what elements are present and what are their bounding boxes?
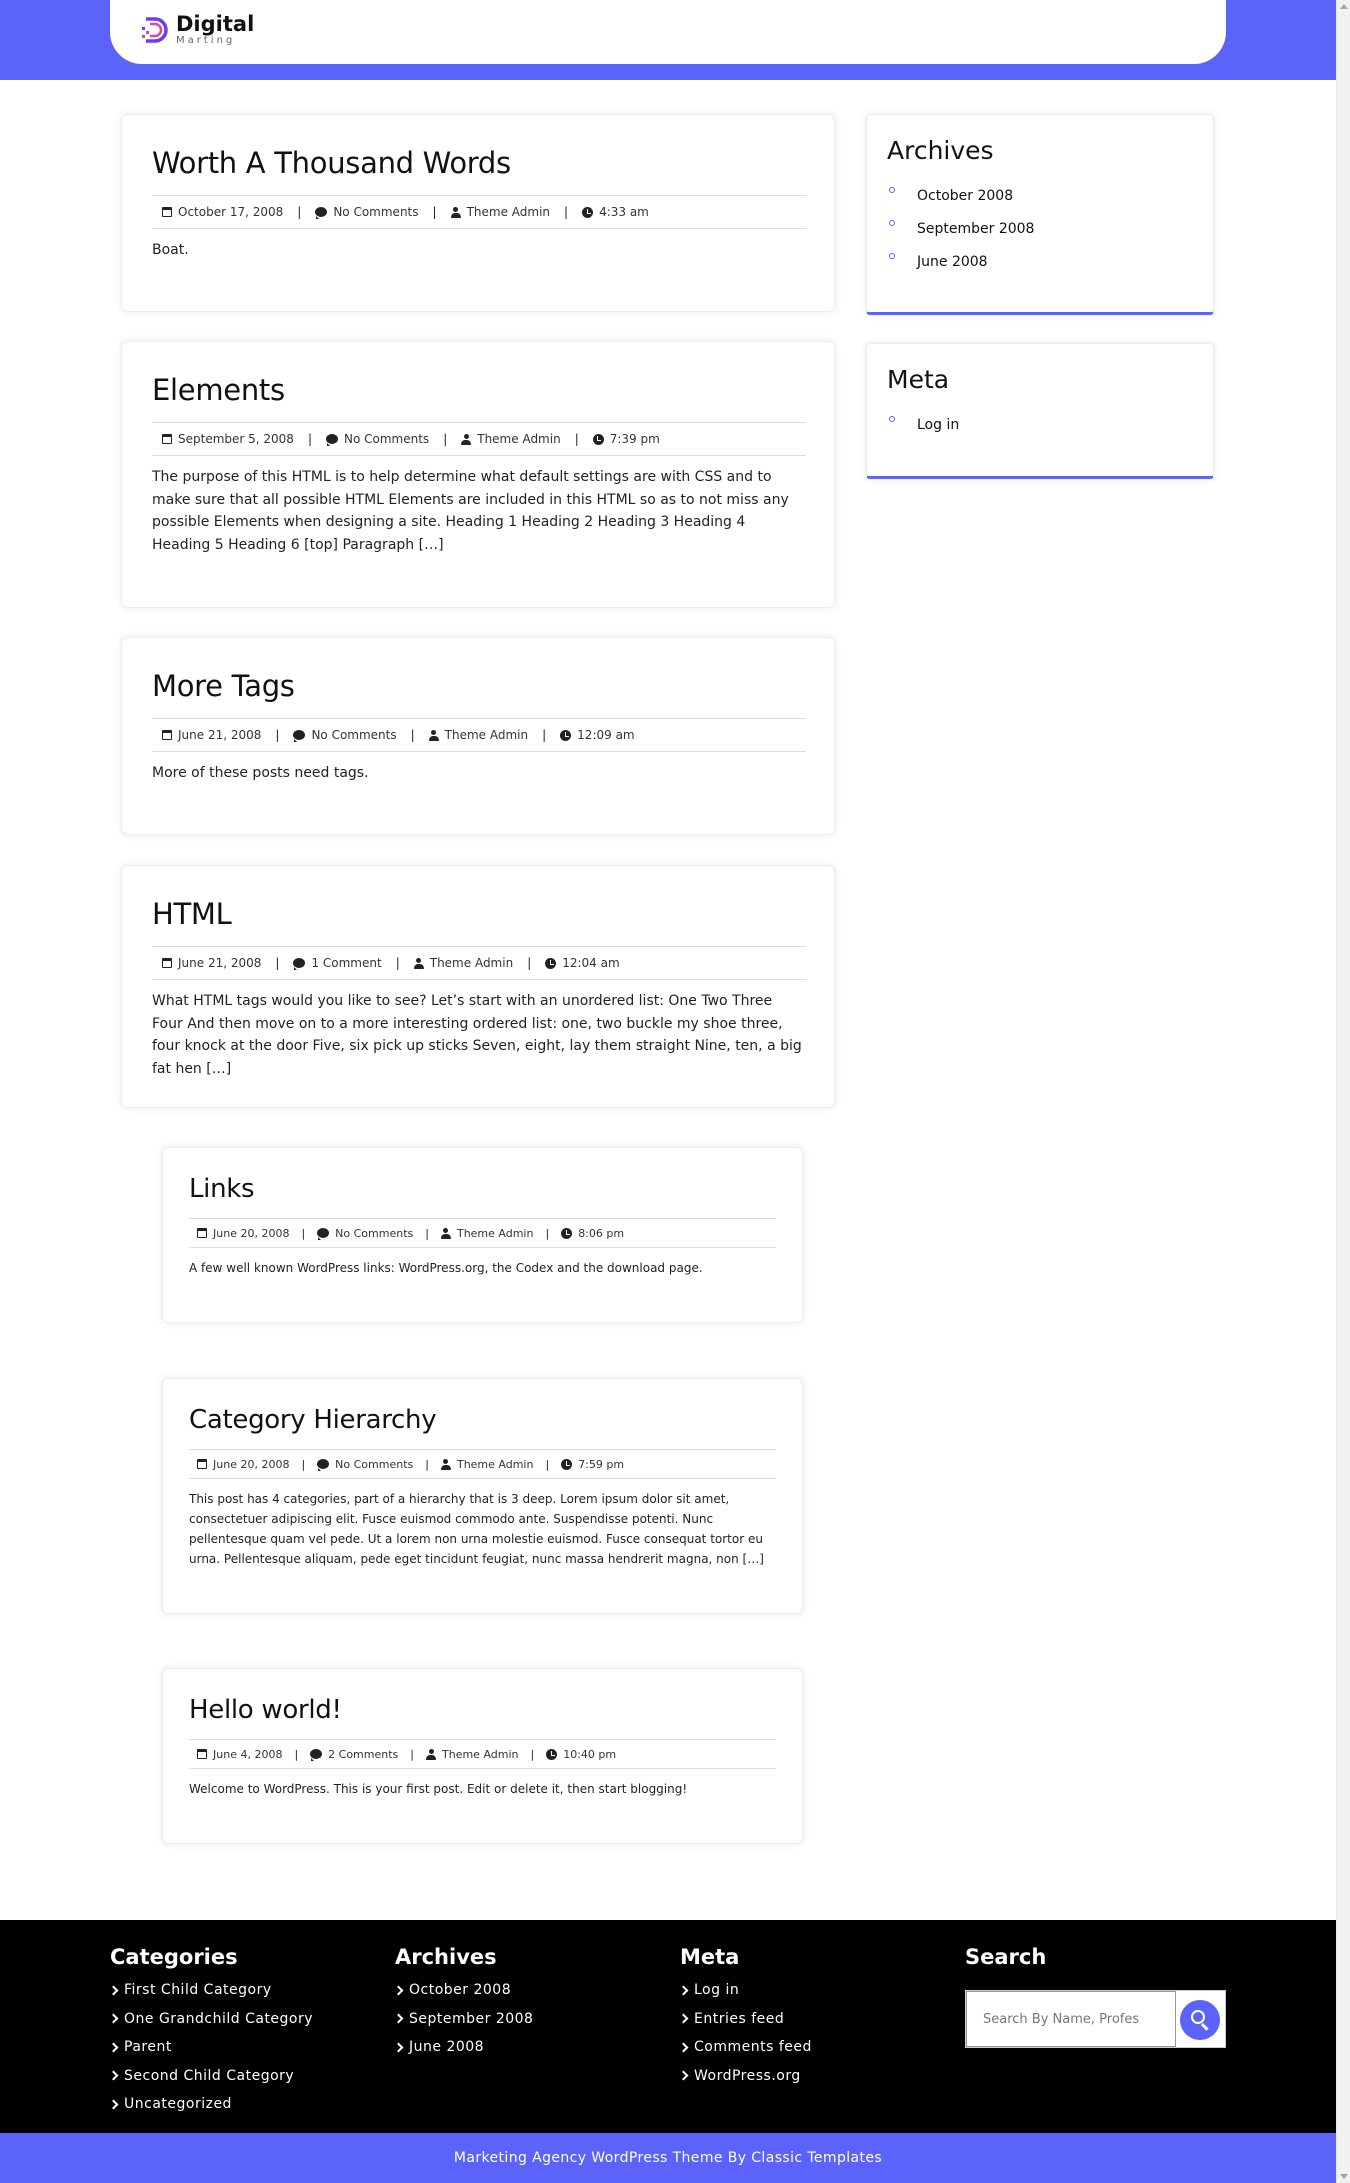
category-link[interactable]: Second Child Category [110, 2062, 313, 2091]
post-author[interactable]: Theme Admin [456, 1226, 534, 1240]
post-card [121, 114, 835, 312]
chevron-right-icon [109, 2014, 119, 2024]
post-author[interactable]: Theme Admin [477, 432, 561, 446]
post-time: 4:33 am [599, 205, 649, 219]
post-time: 10:40 pm [563, 1747, 617, 1761]
post-meta: June 20, 2008 | No Comments | Theme Admin | 8:06 pm [189, 1218, 776, 1248]
post-author[interactable]: Theme Admin [444, 728, 529, 742]
chevron-right-icon [109, 2099, 119, 2109]
post-author[interactable]: Theme Admin [466, 205, 551, 219]
post-date[interactable]: October 17, 2008 [178, 205, 284, 219]
post-title[interactable]: Elements [152, 373, 285, 407]
post-card [121, 637, 835, 835]
post-excerpt: More of these posts need tags. [152, 765, 369, 781]
widget-title: Archives [887, 136, 994, 165]
chevron-right-icon [679, 2014, 689, 2024]
widget-title: Meta [887, 365, 950, 394]
copyright-bar [0, 2133, 1336, 2183]
user-icon [414, 958, 424, 969]
clock-icon [546, 1749, 557, 1760]
meta-link[interactable]: WordPress.org [680, 2062, 812, 2091]
logo-title: Digital [176, 12, 255, 36]
post-time: 12:04 am [562, 956, 620, 970]
post-date[interactable]: June 20, 2008 [213, 1457, 290, 1471]
chevron-right-icon [679, 2042, 689, 2052]
post-date[interactable]: June 4, 2008 [213, 1747, 283, 1761]
archive-link[interactable]: October 2008 [887, 185, 1213, 218]
copyright-text[interactable]: Marketing Agency WordPress Theme By Classic Templates [453, 2150, 883, 2166]
user-icon [451, 207, 461, 218]
clock-icon [582, 207, 593, 218]
post-time: 7:39 pm [609, 432, 660, 446]
page-scrollbar[interactable] [1336, 0, 1350, 2183]
bullet-icon [889, 416, 895, 422]
scroll-down-icon[interactable] [1340, 2174, 1348, 2179]
category-link[interactable]: Parent [110, 2033, 313, 2062]
calendar-icon [162, 207, 172, 217]
footer-categories [110, 1942, 313, 2119]
archives-list [887, 185, 1213, 284]
post-meta: June 20, 2008 | No Comments | Theme Admin | 7:59 pm [189, 1449, 776, 1479]
calendar-icon [162, 958, 172, 968]
post-excerpt: Welcome to WordPress. This is your first post. Edit or delete it, then start blogging! [189, 1782, 688, 1796]
user-icon [429, 730, 439, 741]
archive-link[interactable]: October 2008 [395, 1976, 533, 2005]
post-meta: June 21, 2008 | No Comments | Theme Admin | 12:09 am [152, 718, 806, 752]
post-comments[interactable]: No Comments [335, 1457, 414, 1471]
post-comments[interactable]: No Comments [335, 1226, 414, 1240]
meta-widget [866, 343, 1214, 479]
post-card [121, 341, 835, 608]
search-input[interactable] [966, 1991, 1176, 2047]
post-date[interactable]: June 20, 2008 [213, 1226, 290, 1240]
comment-icon [310, 1749, 322, 1759]
post-excerpt: What HTML tags would you like to see? Let’s start with an unordered list: One Two Three Four And then move on to a more interesting ordered list: one, two buckle my shoe three, four knock at the door Five, six pick up sticks Seven, eight, lay them straight Nine, ten, a big fat hen […] [152, 993, 802, 1077]
meta-link[interactable]: Entries feed [680, 2005, 812, 2034]
calendar-icon [197, 1459, 207, 1469]
clock-icon [560, 730, 571, 741]
post-card [162, 1668, 803, 1844]
category-link[interactable]: Uncategorized [110, 2090, 313, 2119]
archive-link[interactable]: September 2008 [395, 2005, 533, 2034]
category-link[interactable]: One Grandchild Category [110, 2005, 313, 2034]
post-meta: October 17, 2008 | No Comments | Theme Admin | 4:33 am [152, 195, 806, 229]
post-meta: June 21, 2008 | 1 Comment | Theme Admin | 12:04 am [152, 946, 806, 980]
post-excerpt: This post has 4 categories, part of a hierarchy that is 3 deep. Lorem ipsum dolor sit amet, consectetuer adipiscing elit. Fusce euismod commodo ante. Suspendisse potenti. Nunc pellentesque quam vel pede. Ut a lorem non urna molestie euismod. Fusce consequat tortor eu urna. Pellentesque aliquam, pede eget tincidunt feugiat, nunc massa hendrerit magna, non […] [189, 1492, 764, 1566]
meta-list [887, 414, 1213, 447]
post-excerpt: A few well known WordPress links: WordPress.org, the Codex and the download page. [189, 1261, 703, 1275]
comment-icon [315, 207, 327, 217]
archive-link[interactable]: June 2008 [395, 2033, 533, 2062]
footer-heading: Categories [110, 1945, 238, 1969]
post-comments[interactable]: 2 Comments [328, 1747, 399, 1761]
post-comments[interactable]: No Comments [344, 432, 430, 446]
post-comments[interactable]: No Comments [311, 728, 397, 742]
chevron-right-icon [394, 1985, 404, 1995]
chevron-right-icon [679, 1985, 689, 1995]
chevron-right-icon [109, 2071, 119, 2081]
post-excerpt: Boat. [152, 242, 189, 258]
post-time: 8:06 pm [578, 1226, 625, 1240]
user-icon [461, 434, 471, 445]
bullet-icon [889, 253, 895, 259]
post-card [162, 1378, 803, 1614]
post-comments[interactable]: 1 Comment [311, 956, 382, 970]
archive-link[interactable]: September 2008 [887, 218, 1213, 251]
chevron-right-icon [679, 2071, 689, 2081]
post-date[interactable]: September 5, 2008 [178, 432, 294, 446]
post-author[interactable]: Theme Admin [442, 1747, 519, 1761]
search-button[interactable] [1180, 2000, 1220, 2040]
post-date[interactable]: June 21, 2008 [178, 728, 262, 742]
post-card [121, 865, 835, 1108]
footer-search [965, 1942, 1227, 1972]
clock-icon [545, 958, 556, 969]
calendar-icon [162, 434, 172, 444]
chevron-right-icon [394, 2042, 404, 2052]
archives-widget [866, 114, 1214, 315]
post-title[interactable]: Hello world! [189, 1695, 342, 1725]
footer-heading: Search [965, 1945, 1047, 1969]
scroll-up-icon[interactable] [1340, 4, 1348, 9]
bullet-icon [889, 220, 895, 226]
post-author[interactable]: Theme Admin [429, 956, 514, 970]
user-icon [426, 1749, 436, 1760]
chevron-right-icon [109, 1985, 119, 1995]
site-footer [0, 1920, 1336, 2133]
post-title[interactable]: Category Hierarchy [189, 1405, 437, 1435]
header-container [110, 0, 1226, 64]
post-time: 12:09 am [577, 728, 635, 742]
site-logo[interactable] [140, 14, 254, 46]
footer-heading: Meta [680, 1945, 740, 1969]
post-comments[interactable]: No Comments [333, 205, 419, 219]
post-title[interactable]: Links [189, 1174, 255, 1204]
post-date[interactable]: June 21, 2008 [178, 956, 262, 970]
search-icon [1191, 2010, 1205, 2024]
header-bar [0, 0, 1336, 80]
search-form [965, 1990, 1226, 2048]
clock-icon [561, 1459, 572, 1470]
meta-link[interactable]: Comments feed [680, 2033, 812, 2062]
logo-subtitle: Marting [176, 35, 236, 46]
calendar-icon [162, 730, 172, 740]
calendar-icon [197, 1749, 207, 1759]
post-title[interactable]: Worth A Thousand Words [152, 146, 511, 180]
post-author[interactable]: Theme Admin [456, 1457, 534, 1471]
category-link[interactable]: First Child Category [110, 1976, 313, 2005]
comment-icon [293, 730, 305, 740]
chevron-right-icon [109, 2042, 119, 2052]
clock-icon [561, 1228, 572, 1239]
comment-icon [293, 958, 305, 968]
archive-link[interactable]: June 2008 [887, 251, 1213, 284]
logo-icon [140, 14, 172, 46]
post-meta: June 4, 2008 | 2 Comments | Theme Admin | 10:40 pm [189, 1739, 776, 1769]
post-title[interactable]: HTML [152, 897, 232, 931]
post-time: 7:59 pm [578, 1457, 625, 1471]
user-icon [441, 1228, 451, 1239]
footer-heading: Archives [395, 1945, 497, 1969]
comment-icon [317, 1459, 329, 1469]
footer-meta [680, 1942, 812, 2090]
post-card [162, 1147, 803, 1323]
post-excerpt: The purpose of this HTML is to help determine what default settings are with CSS and to make sure that all possible HTML Elements are included in this HTML so as to not miss any possible Elements when designing a site. Heading 1 Heading 2 Heading 3 Heading 4 Heading 5 Heading 6 [top] Paragraph […] [152, 469, 789, 553]
clock-icon [593, 434, 604, 445]
user-icon [441, 1459, 451, 1470]
post-meta: September 5, 2008 | No Comments | Theme Admin | 7:39 pm [152, 422, 806, 456]
login-link[interactable]: Log in [887, 414, 1213, 447]
footer-archives [395, 1942, 533, 2062]
comment-icon [317, 1228, 329, 1238]
bullet-icon [889, 187, 895, 193]
calendar-icon [197, 1228, 207, 1238]
post-title[interactable]: More Tags [152, 669, 295, 703]
chevron-right-icon [394, 2014, 404, 2024]
comment-icon [326, 434, 338, 444]
meta-link[interactable]: Log in [680, 1976, 812, 2005]
